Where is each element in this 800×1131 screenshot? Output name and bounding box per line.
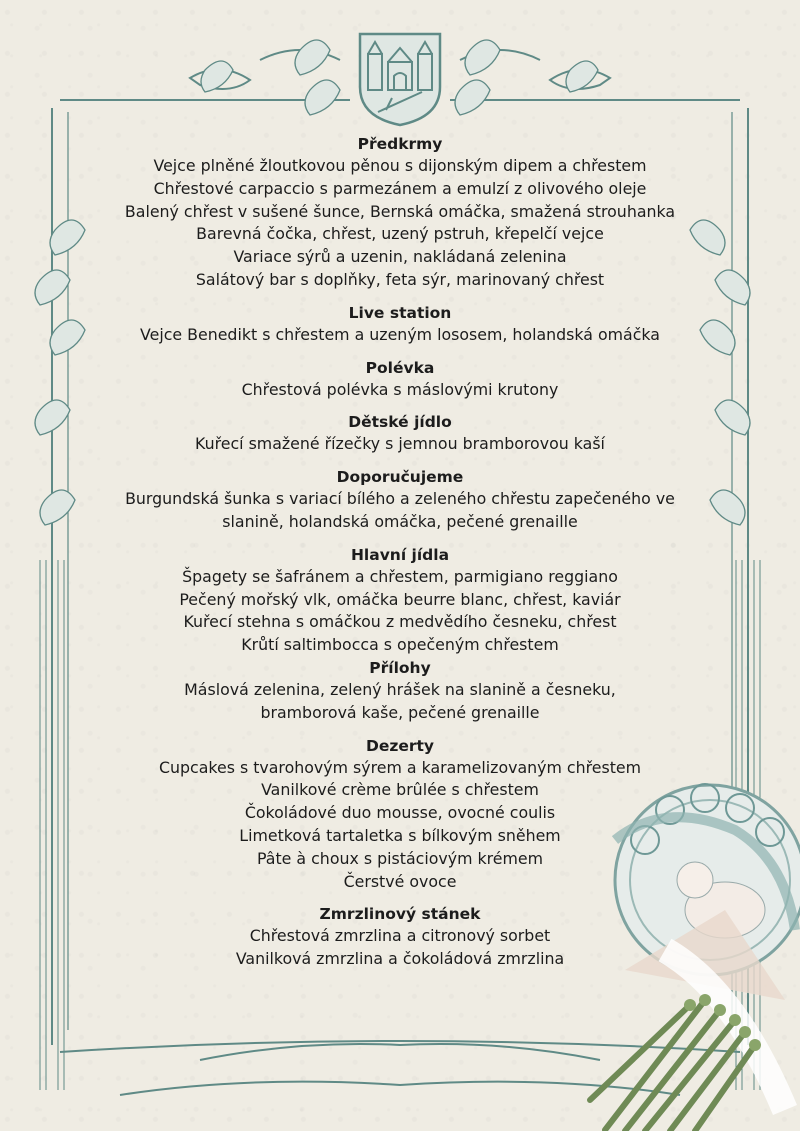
menu-item: Vejce Benedikt s chřestem a uzeným lososem, holandská omáčka [140, 324, 660, 344]
menu-item: Chřestová zmrzlina a citronový sorbet [249, 926, 551, 946]
menu-item: Cupcakes s tvarohovým sýrem a karamelizovaným chřestem [158, 757, 642, 777]
menu-item: Vanilkové crème brûlée s chřestem [261, 780, 539, 800]
menu-item: Špagety se šafránem a chřestem, parmigiano reggiano [182, 566, 618, 586]
menu-section-detske-jidlo [90, 411, 710, 456]
menu-item: bramborová kaše, pečené grenaille [260, 702, 540, 722]
menu-item: Chřestové carpaccio s parmezánem a emulzí z olivového oleje [153, 178, 647, 198]
menu-item: Kuřecí stehna s omáčkou z medvědího česneku, chřest [183, 612, 617, 632]
menu-section-zmrzlinovy-stanek [90, 903, 710, 971]
city-crest-icon [358, 32, 442, 127]
menu-item: Variace sýrů a uzenin, nakládaná zelenina [233, 247, 567, 267]
menu-item: Burgundská šunka s variací bílého a zeleného chřestu zapečeného ve [125, 489, 675, 509]
menu-item: Pečený mořský vlk, omáčka beurre blanc, chřest, kaviár [179, 589, 621, 609]
menu-section-predkrmy [90, 133, 710, 292]
menu-item: Vejce plněné žloutkovou pěnou s dijonským dipem a chřestem [153, 156, 647, 175]
section-heading: Dětské jídlo [348, 413, 452, 432]
section-heading: Dezerty [365, 736, 435, 755]
menu-item: Kuřecí smažené řízečky s jemnou bramborovou kaší [195, 434, 605, 454]
menu-item: Pâte à choux s pistáciovým krémem [256, 848, 543, 868]
section-heading: Live station [348, 303, 452, 322]
menu-item: Salátový bar s doplňky, feta sýr, marinovaný chřest [195, 269, 605, 289]
menu-item: Čokoládové duo mousse, ovocné coulis [244, 803, 556, 823]
menu-item: Balený chřest v sušené šunce, Bernská omáčka, smažená strouhanka [124, 201, 676, 221]
menu-item: Čerstvé ovoce [343, 871, 457, 891]
menu-item: Vanilková zmrzlina a čokoládová zmrzlina [235, 949, 565, 969]
menu-section-live-station [90, 302, 710, 347]
menu-section-hlavni-jidla [90, 544, 710, 657]
menu-section-prilohy [90, 657, 710, 725]
menu-item: Krůtí saltimbocca s opečeným chřestem [241, 635, 559, 655]
menu-item: slanině, holandská omáčka, pečené grenaille [222, 511, 578, 531]
menu-item: Chřestová polévka s máslovými krutony [241, 379, 559, 399]
section-heading: Přílohy [369, 658, 431, 677]
section-heading: Polévka [365, 358, 435, 377]
menu-item: Máslová zelenina, zelený hrášek na slanině a česneku, [184, 679, 616, 699]
menu-section-dezerty [90, 735, 710, 894]
menu-content [90, 133, 710, 981]
section-heading: Předkrmy [357, 135, 443, 153]
menu-item: Limetková tartaletka s bílkovým sněhem [239, 825, 561, 845]
section-heading: Hlavní jídla [350, 545, 450, 564]
menu-item: Barevná čočka, chřest, uzený pstruh, křepelčí vejce [196, 224, 604, 244]
section-heading: Doporučujeme [336, 468, 464, 487]
menu-section-polevka [90, 357, 710, 402]
section-heading: Zmrzlinový stánek [319, 905, 481, 924]
menu-section-doporucujeme [90, 466, 710, 534]
